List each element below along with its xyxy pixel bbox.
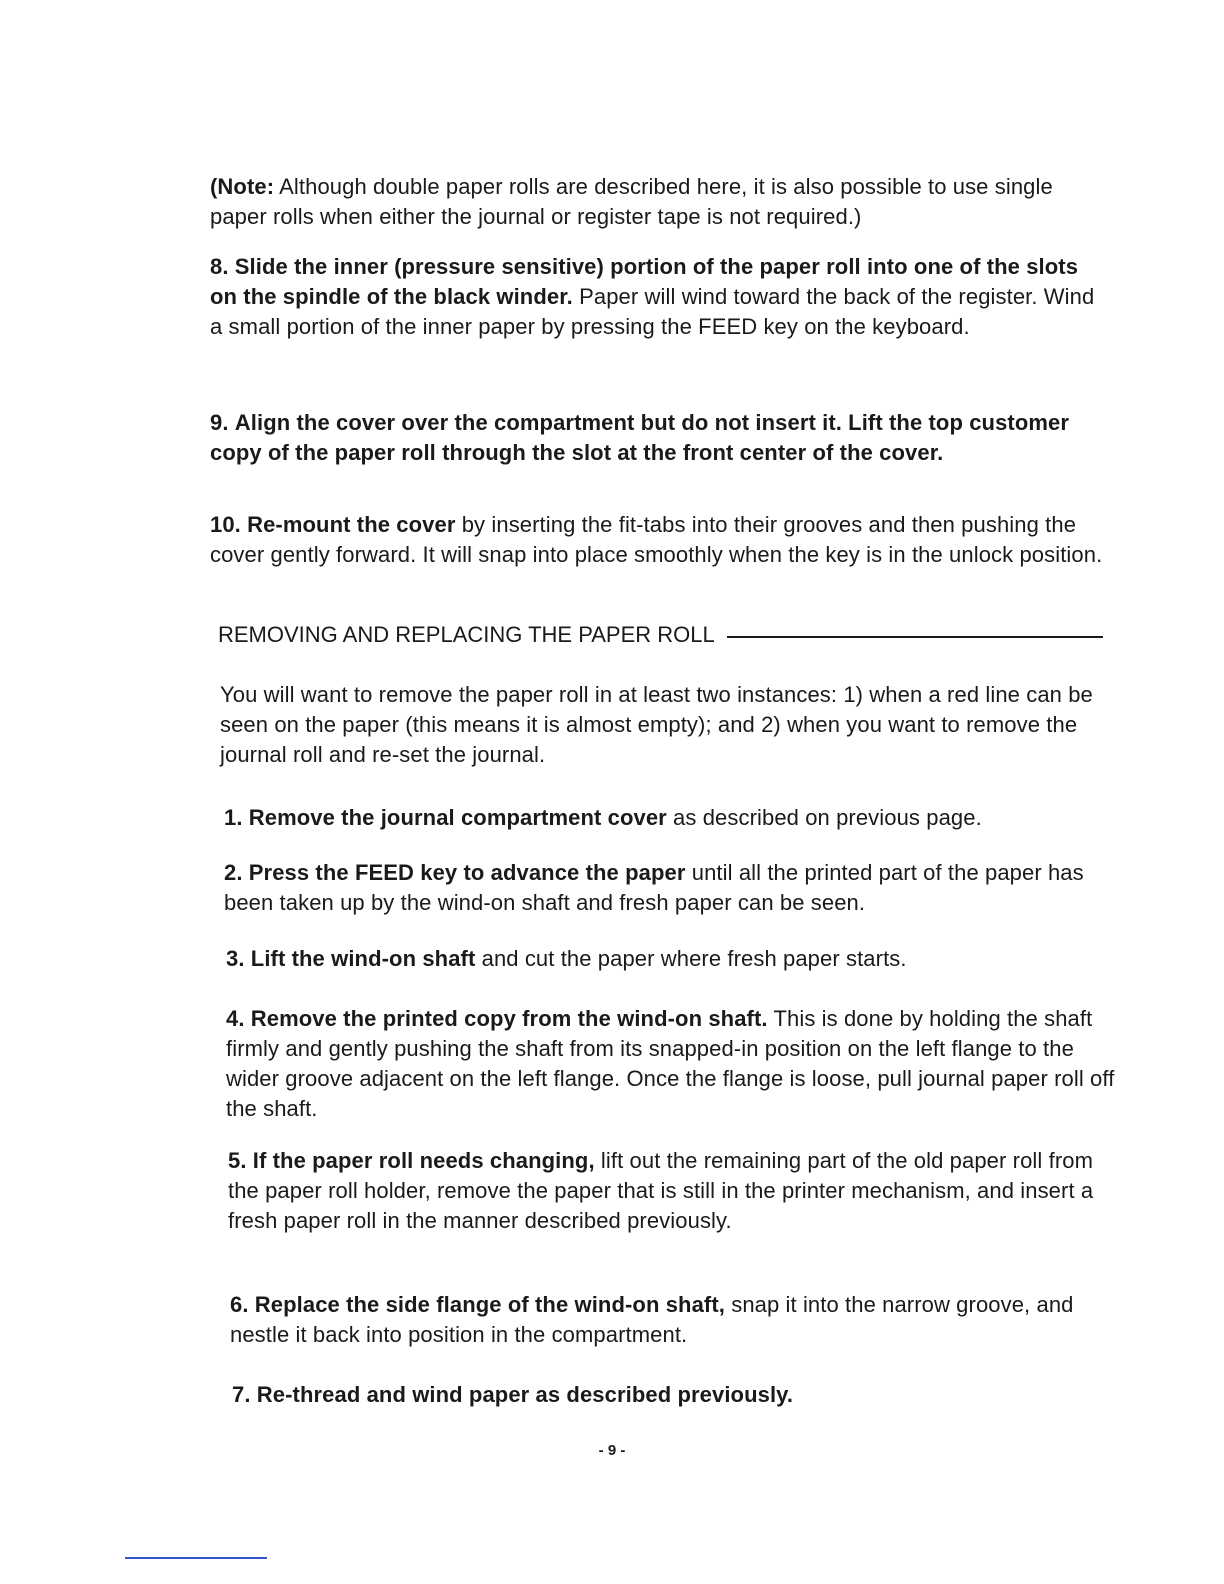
step-text: by inserting the fit-tabs into their grooves and then pushing the cover gently forward. It will snap into place smoothly when the key is in the unlock position.	[210, 512, 1103, 567]
step-number: 9.	[210, 410, 229, 435]
replace-step-1	[224, 803, 1119, 833]
step-number: 5.	[228, 1148, 247, 1173]
intro-text: You will want to remove the paper roll in at least two instances: 1) when a red line can be seen on the paper (this means it is almost empty); and 2) when you want to remove the journal roll and re-set the journal.	[220, 682, 1093, 767]
step-bold-text: Re-thread and wind paper as described previously.	[256, 1382, 794, 1407]
step-text: This is done by holding the shaft firmly and gently pushing the shaft from its snapped-in position on the left flange to the wider groove adjacent on the left flange. Once the flange is loose, pull journal paper roll off the shaft.	[226, 1006, 1115, 1121]
setup-step-10	[210, 510, 1105, 570]
page-number: - 9 -	[598, 1442, 626, 1459]
heading-rule	[727, 636, 1103, 638]
step-text: and cut the paper where fresh paper starts.	[481, 946, 907, 971]
step-text: snap it into the narrow groove, and nestle it back into position in the compartment.	[230, 1292, 1074, 1347]
step-bold-text: Lift the wind-on shaft	[250, 946, 476, 971]
replace-step-3	[226, 944, 1121, 974]
step-number: 6.	[230, 1292, 249, 1317]
note-text: Although double paper rolls are described here, it is also possible to use single paper rolls when either the journal or register tape is not required.)	[210, 174, 1053, 229]
step-bold-text: Press the FEED key to advance the paper	[248, 860, 686, 885]
intro-paragraph	[220, 680, 1115, 770]
step-text: lift out the remaining part of the old paper roll from the paper roll holder, remove the paper that is still in the printer mechanism, and insert a fresh paper roll in the manner described previously.	[228, 1148, 1094, 1233]
step-bold-text: Replace the side flange of the wind-on shaft,	[254, 1292, 725, 1317]
note-label: (Note:	[210, 174, 275, 199]
step-number: 3.	[226, 946, 245, 971]
replace-step-6	[230, 1290, 1125, 1350]
replace-step-2	[224, 858, 1119, 918]
step-number: 10.	[210, 512, 241, 537]
step-bold-text: If the paper roll needs changing,	[252, 1148, 595, 1173]
step-bold-text: Re-mount the cover	[247, 512, 456, 537]
step-number: 8.	[210, 254, 229, 279]
step-bold-text: Slide the inner (pressure sensitive) portion of the paper roll into one of the slots on the spindle of the black winder.	[210, 254, 1079, 309]
step-text: as described on previous page.	[673, 805, 982, 830]
step-text: until all the printed part of the paper has been taken up by the wind-on shaft and fresh paper can be seen.	[224, 860, 1084, 915]
section-heading: REMOVING AND REPLACING THE PAPER ROLL	[218, 622, 715, 647]
replace-step-4	[226, 1004, 1121, 1124]
step-bold-text: Align the cover over the compartment but do not insert it. Lift the top customer copy of the paper roll through the slot at the front center of the cover.	[210, 410, 1070, 465]
note-paragraph	[210, 172, 1105, 232]
step-number: 7.	[232, 1382, 251, 1407]
section-heading-row	[218, 620, 1103, 650]
step-number: 2.	[224, 860, 243, 885]
step-bold-text: Remove the printed copy from the wind-on shaft.	[250, 1006, 768, 1031]
replace-step-5	[228, 1146, 1123, 1236]
step-number: 4.	[226, 1006, 245, 1031]
step-number: 1.	[224, 805, 243, 830]
footer-rule	[125, 1557, 267, 1559]
replace-step-7	[232, 1380, 1127, 1410]
step-bold-text: Remove the journal compartment cover	[248, 805, 667, 830]
setup-step-8	[210, 252, 1105, 342]
step-text: Paper will wind toward the back of the register. Wind a small portion of the inner paper by pressing the FEED key on the keyboard.	[210, 284, 1095, 339]
setup-step-9	[210, 408, 1105, 468]
